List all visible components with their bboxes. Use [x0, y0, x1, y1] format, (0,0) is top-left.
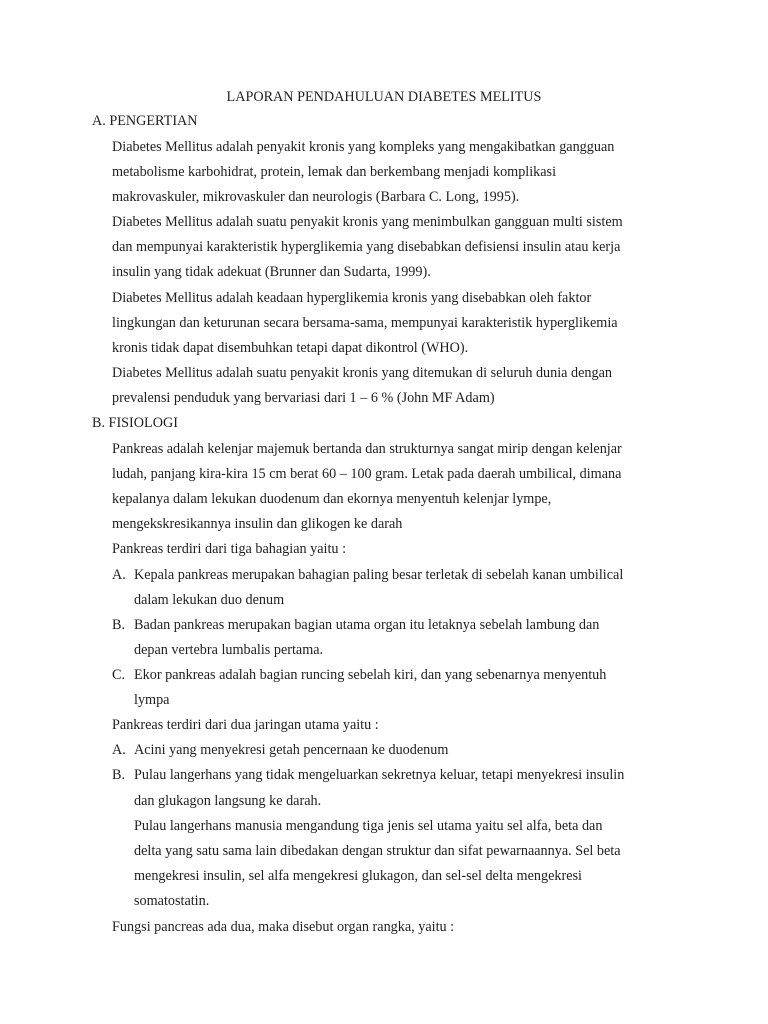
paragraph-line: kronis tidak dapat disembuhkan tetapi dapat dikontrol (WHO).	[112, 340, 469, 356]
list-item-text: Badan pankreas merupakan bagian utama organ itu letaknya sebelah lambung dan	[134, 617, 600, 633]
section-heading-pengertian: A. PENGERTIAN	[92, 113, 198, 129]
paragraph-line: lingkungan dan keturunan secara bersama-sama, mempunyai karakteristik hyperglikemia	[112, 315, 618, 331]
section-heading-fisiologi: B. FISIOLOGI	[92, 415, 178, 431]
paragraph-line: Diabetes Mellitus adalah penyakit kronis yang kompleks yang mengakibatkan gangguan	[112, 139, 615, 155]
paragraph-line: makrovaskuler, mikrovaskuler dan neurologis (Barbara C. Long, 1995).	[112, 189, 520, 205]
list-intro: Pankreas terdiri dari dua jaringan utama yaitu :	[112, 717, 379, 733]
list-item-text: dan glukagon langsung ke darah.	[134, 793, 322, 809]
paragraph-line: Diabetes Mellitus adalah suatu penyakit kronis yang ditemukan di seluruh dunia dengan	[112, 365, 612, 381]
list-item-letter: B.	[112, 767, 126, 783]
paragraph-line: Diabetes Mellitus adalah suatu penyakit kronis yang menimbulkan gangguan multi sistem	[112, 214, 623, 230]
list-intro: Pankreas terdiri dari tiga bahagian yaitu :	[112, 541, 347, 557]
note-line: delta yang satu sama lain dibedakan dengan struktur dan sifat pewarnaannya. Sel beta	[134, 843, 621, 859]
note-line: Pulau langerhans manusia mengandung tiga jenis sel utama yaitu sel alfa, beta dan	[134, 818, 603, 834]
paragraph-line: ludah, panjang kira-kira 15 cm berat 60 – 100 gram. Letak pada daerah umbilical, dimana	[112, 466, 622, 482]
list-item-letter: A.	[112, 567, 126, 583]
paragraph-line: mengekskresikannya insulin dan glikogen ke darah	[112, 516, 403, 532]
list-item-text: Pulau langerhans yang tidak mengeluarkan sekretnya keluar, tetapi menyekresi insulin	[134, 767, 625, 783]
note-line: somatostatin.	[134, 893, 210, 909]
paragraph-line: kepalanya dalam lekukan duodenum dan ekornya menyentuh kelenjar lympe,	[112, 491, 552, 507]
list-item-letter: A.	[112, 742, 126, 758]
note-line: mengekresi insulin, sel alfa mengekresi glukagon, dan sel-sel delta mengekresi	[134, 868, 582, 884]
list-item-letter: C.	[112, 667, 126, 683]
paragraph-line: dan mempunyai karakteristik hyperglikemia yang disebabkan defisiensi insulin atau kerja	[112, 239, 621, 255]
list-item-text: Acini yang menyekresi getah pencernaan ke duodenum	[134, 742, 449, 758]
paragraph-line: metabolisme karbohidrat, protein, lemak dan berkembang menjadi komplikasi	[112, 164, 557, 180]
list-item-text: Kepala pankreas merupakan bahagian paling besar terletak di sebelah kanan umbilical	[134, 567, 624, 583]
list-item-text: lympa	[134, 692, 170, 708]
list-item-text: Ekor pankreas adalah bagian runcing sebelah kiri, dan yang sebenarnya menyentuh	[134, 667, 607, 683]
paragraph-line: prevalensi penduduk yang bervariasi dari 1 – 6 % (John MF Adam)	[112, 390, 495, 406]
list-item-text: dalam lekukan duo denum	[134, 592, 285, 608]
paragraph-line: insulin yang tidak adekuat (Brunner dan Sudarta, 1999).	[112, 264, 431, 280]
closing-line: Fungsi pancreas ada dua, maka disebut organ rangka, yaitu :	[112, 919, 455, 935]
paragraph-line: Diabetes Mellitus adalah keadaan hyperglikemia kronis yang disebabkan oleh faktor	[112, 290, 592, 306]
document-title: LAPORAN PENDAHULUAN DIABETES MELITUS	[226, 89, 542, 105]
list-item-text: depan vertebra lumbalis pertama.	[134, 642, 324, 658]
list-item-letter: B.	[112, 617, 126, 633]
paragraph-line: Pankreas adalah kelenjar majemuk bertanda dan strukturnya sangat mirip dengan kelenjar	[112, 441, 622, 457]
